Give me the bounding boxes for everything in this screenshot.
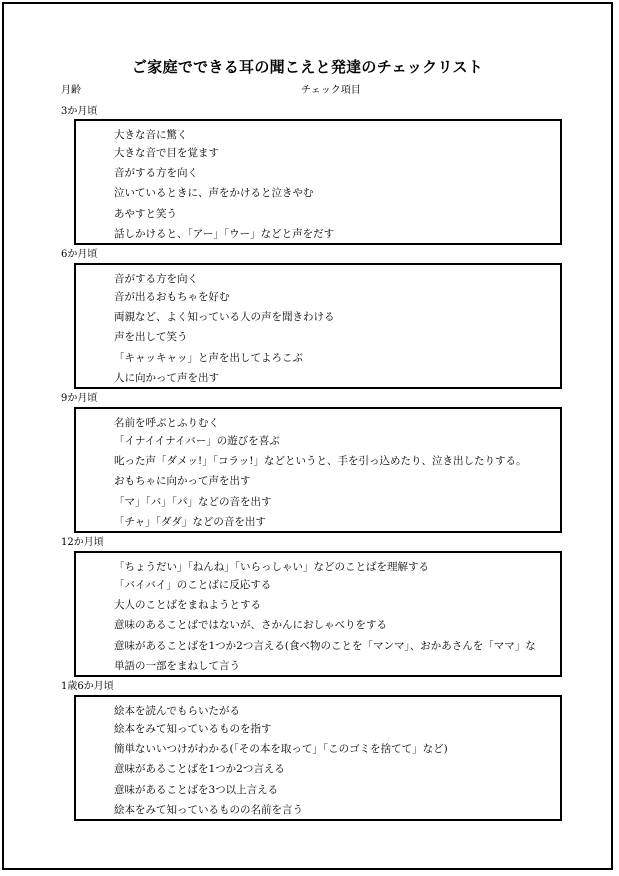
checklist-item: 「チャ」「ダダ」などの音を出す: [114, 516, 266, 528]
age-label: 6か月頃: [61, 249, 98, 260]
checklist-item: 「キャッキャッ」と声を出してよろこぶ: [114, 352, 303, 364]
age-label: 3か月頃: [61, 106, 98, 117]
checklist-item: 大人のことばをまねようとする: [114, 599, 261, 611]
checklist-item: 叱った声「ダメッ!」「コラッ!」などというと、手を引っ込めたり、泣き出したりする。: [114, 455, 527, 467]
checklist-item: 意味があることばを1つか2つ言える(食べ物のことを「マンマ」、おかあさんを「ママ」な: [114, 640, 536, 652]
checklist-item: 意味があることばを3つ以上言える: [114, 784, 279, 796]
checklist-item: 「ちょうだい」「ねんね」「いらっしゃい」などのことばを理解する: [114, 561, 429, 573]
checklist-item: 大きな音で目を覚ます: [114, 147, 219, 159]
checklist-item: 絵本を読んでもらいたがる: [114, 705, 240, 717]
checklist-page: [2, 2, 613, 870]
column-header-check-item: チェック項目: [301, 85, 361, 96]
checklist-item: 「バイバイ」のことばに反応する: [114, 579, 272, 591]
age-label: 9か月頃: [61, 393, 98, 404]
column-header-age: 月齢: [61, 85, 81, 96]
checklist-item: 「イナイイナイバー」の遊びを喜ぶ: [114, 435, 280, 447]
checklist-item: 単語の一部をまねして言う: [114, 660, 240, 672]
checklist-box: [74, 263, 562, 389]
checklist-item: 人に向かって声を出す: [114, 372, 219, 384]
checklist-item: 名前を呼ぶとふりむく: [114, 417, 219, 429]
checklist-item: 絵本をみて知っているものの名前を言う: [114, 804, 303, 816]
checklist-item: 意味があることばを1つか2つ言える: [114, 763, 285, 775]
age-label: 12か月頃: [61, 537, 104, 548]
checklist-box: [74, 119, 562, 245]
checklist-item: あやすと笑う: [114, 208, 177, 220]
page-title: ご家庭でできる耳の聞こえと発達のチェックリスト: [131, 58, 484, 76]
checklist-item: 話しかけると、「アー」「ウー」などと声をだす: [114, 228, 335, 240]
checklist-item: 大きな音に驚く: [114, 129, 188, 141]
checklist-item: 意味のあることばではないが、さかんにおしゃべりをする: [114, 619, 387, 631]
age-label: 1歳6か月頃: [61, 681, 114, 692]
checklist-item: 「マ」「バ」「パ」などの音を出す: [114, 496, 272, 508]
checklist-item: 音がする方を向く: [114, 273, 198, 285]
checklist-box: [74, 407, 562, 533]
checklist-item: 泣いているときに、声をかけると泣きやむ: [114, 187, 314, 199]
checklist-item: 絵本をみて知っているものを指す: [114, 723, 272, 735]
checklist-item: 音がする方を向く: [114, 167, 198, 179]
checklist-item: 音が出るおもちゃを好む: [114, 291, 230, 303]
checklist-box: [74, 551, 562, 677]
checklist-item: 簡単ないいつけがわかる(「その本を取って」「このゴミを捨てて」など): [114, 743, 448, 755]
checklist-item: 両親など、よく知っている人の声を聞きわける: [114, 311, 335, 323]
checklist-box: [74, 695, 562, 821]
checklist-item: おもちゃに向かって声を出す: [114, 475, 251, 487]
checklist-item: 声を出して笑う: [114, 331, 188, 343]
